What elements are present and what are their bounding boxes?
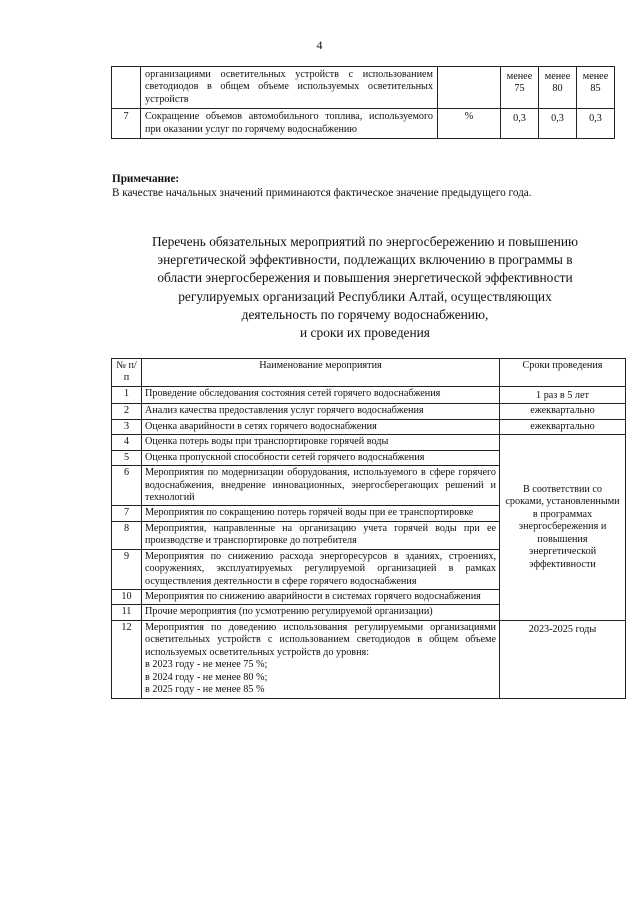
row-number: 9	[112, 549, 142, 589]
header-period: Сроки проведения	[500, 359, 626, 387]
section-title	[100, 233, 630, 342]
note-block	[112, 172, 622, 201]
row-number	[112, 67, 141, 109]
note-heading: Примечание:	[112, 173, 180, 185]
target-2023: в 2023 году - не менее 75 %;	[145, 659, 268, 671]
measure-name: Мероприятия по сокращению потерь горячей воды при ее транспортировке	[142, 506, 500, 521]
indicator-text: организациями осветительных устройств с использованием светодиодов в общем объеме используемых осветительных устройств	[141, 67, 438, 109]
title-line: регулируемых организаций Республики Алтай, осуществляющих	[178, 288, 552, 304]
title-line: энергетической эффективности, подлежащих включению в программы в	[157, 252, 573, 268]
table-row	[112, 67, 615, 109]
title-line: деятельность по горячему водоснабжению,	[241, 306, 489, 322]
table-row	[112, 620, 626, 698]
row-number: 1	[112, 386, 142, 403]
table-row	[112, 386, 626, 403]
merged-period: В соответствии со сроками, установленными в программах энергосбережения и повышения энергетической эффективности	[500, 435, 626, 621]
measure-period: 1 раз в 5 лет	[500, 386, 626, 403]
header-name: Наименование мероприятия	[142, 359, 500, 387]
table-row	[112, 109, 615, 139]
title-line: и сроки их проведения	[300, 325, 430, 341]
measure-period: ежеквартально	[500, 404, 626, 419]
row-number: 6	[112, 466, 142, 506]
value-2024: 0,3	[539, 109, 577, 139]
measure-name: Мероприятия по снижению аварийности в системах горячего водоснабжения	[142, 590, 500, 605]
table-row	[112, 435, 626, 450]
title-line: Перечень обязательных мероприятий по энергосбережению и повышению	[151, 234, 578, 249]
row-number: 11	[112, 605, 142, 620]
measure-name: Мероприятия по доведению использования регулируемыми организациями осветительных устройств с использованием светодиодов в общем объеме используемых осветительных устройств до уровня:	[145, 621, 496, 658]
indicator-unit	[438, 67, 501, 109]
measure-name: Мероприятия по снижению расхода энергоресурсов в зданиях, строениях, сооружениях, эксплуатируемых регулируемой организацией в рамках осуществления деятельности в сфере горячего водоснабжения	[142, 549, 500, 589]
target-2024: в 2024 году - не менее 80 %;	[145, 671, 268, 683]
target-2025: в 2025 году - не менее 85 %	[145, 684, 265, 696]
indicator-text: Сокращение объемов автомобильного топлива, используемого при оказании услуг по горячему водоснабжению	[141, 109, 438, 139]
measure-period: 2023-2025 годы	[500, 620, 626, 698]
value-2023: менее 75	[501, 67, 539, 109]
table-row	[112, 419, 626, 434]
measure-period: ежеквартально	[500, 419, 626, 434]
measures-table	[111, 358, 626, 699]
indicator-unit: %	[438, 109, 501, 139]
row-number: 7	[112, 109, 141, 139]
measure-name: Анализ качества предоставления услуг горячего водоснабжения	[142, 404, 500, 419]
row-number: 2	[112, 404, 142, 419]
row-number: 4	[112, 435, 142, 450]
row-number: 5	[112, 450, 142, 465]
row-number: 7	[112, 506, 142, 521]
note-text: В качестве начальных значений приминаются фактическое значение предыдущего года.	[112, 187, 532, 200]
table-row	[112, 404, 626, 419]
value-2024: менее 80	[539, 67, 577, 109]
measure-name: Оценка аварийности в сетях горячего водоснабжения	[142, 419, 500, 434]
value-2025: менее 85	[577, 67, 615, 109]
title-line: области энергосбережения и повышения энергетической эффективности	[157, 270, 573, 286]
value-2025: 0,3	[577, 109, 615, 139]
value-2023: 0,3	[501, 109, 539, 139]
measure-name: Мероприятия, направленные на организацию учета горячей воды при ее производстве и транспортировке до потребителя	[142, 521, 500, 549]
measure-name: Мероприятия по модернизации оборудования, используемого в сфере горячего водоснабжения, внедрение инновационных, энергосберегающих решений и технологий	[142, 466, 500, 506]
header-num: № п/п	[112, 359, 142, 387]
row-number: 8	[112, 521, 142, 549]
measure-name: Оценка потерь воды при транспортировке горячей воды	[142, 435, 500, 450]
measure-name: Проведение обследования состояния сетей горячего водоснабжения	[142, 386, 500, 403]
row-number: 10	[112, 590, 142, 605]
measure-name: Прочие мероприятия (по усмотрению регулируемой организации)	[142, 605, 500, 620]
row-number: 3	[112, 419, 142, 434]
header-row	[112, 359, 626, 387]
row-number: 12	[112, 620, 142, 698]
measure-name-cell	[142, 620, 500, 698]
page-number: 4	[316, 38, 323, 52]
measure-name: Оценка пропускной способности сетей горячего водоснабжения	[142, 450, 500, 465]
indicators-table	[111, 66, 615, 139]
